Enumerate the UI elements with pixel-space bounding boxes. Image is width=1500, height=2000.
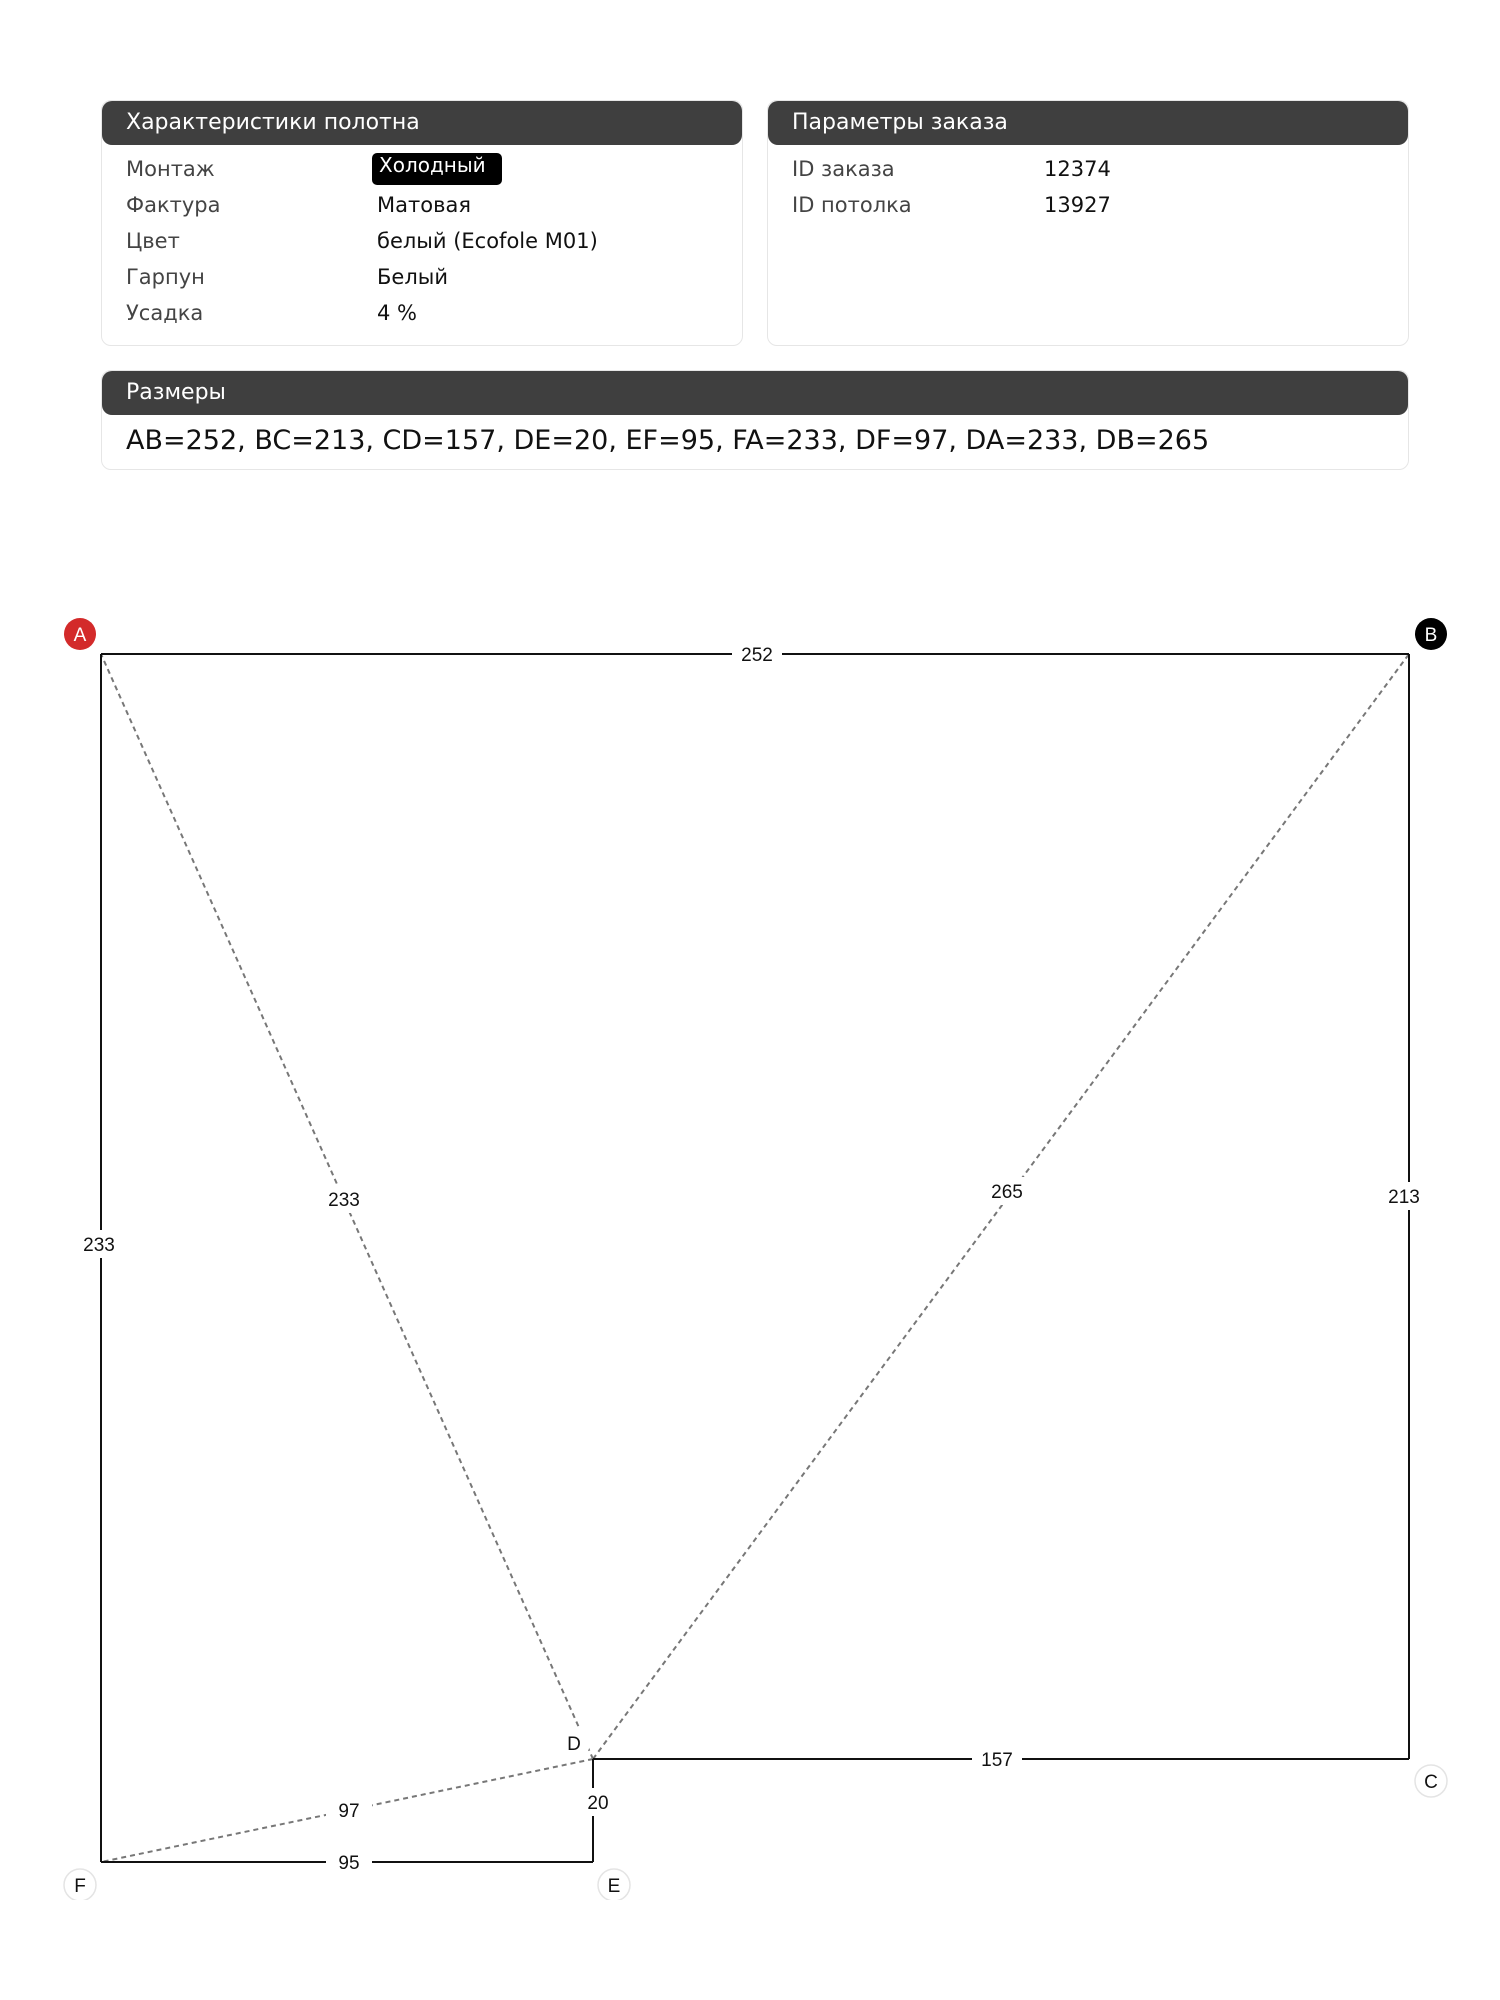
vertex-B (1415, 618, 1447, 650)
svg-text:D: D (567, 1734, 581, 1755)
svg-text:233: 233 (328, 1190, 360, 1211)
label-CD (972, 1745, 1022, 1773)
spec-label-shrinkage: Усадка (126, 301, 204, 325)
vertex-A (64, 618, 96, 650)
label-BC (1384, 1182, 1434, 1210)
diagonal-DB (593, 654, 1409, 1759)
svg-text:157: 157 (981, 1750, 1013, 1771)
svg-text:213: 213 (1388, 1187, 1420, 1208)
label-EF (326, 1848, 372, 1876)
vertex-D (558, 1727, 590, 1759)
svg-text:E: E (607, 1876, 621, 1897)
spec-value-color: белый (Ecofole M01) (377, 229, 598, 253)
label-DA (319, 1185, 369, 1213)
ceiling-drawing (0, 600, 1500, 1900)
label-FA (76, 1230, 122, 1258)
order-params-card (767, 100, 1409, 346)
label-DB (982, 1177, 1032, 1205)
spec-label-harpoon: Гарпун (126, 265, 205, 289)
spec-value-shrinkage: 4 % (377, 301, 417, 325)
svg-text:20: 20 (587, 1793, 609, 1814)
spec-label-color: Цвет (126, 229, 180, 253)
vertex-F (64, 1869, 96, 1900)
order-value-ceiling-id: 13927 (1044, 193, 1111, 217)
svg-text:A: A (73, 625, 87, 646)
dimensions-list: AB=252, BC=213, CD=157, DE=20, EF=95, FA=233, DF=97, DA=233, DB=265 (126, 425, 1210, 456)
svg-text:233: 233 (83, 1235, 115, 1256)
dimensions-card (101, 370, 1409, 470)
svg-text:F: F (74, 1876, 86, 1897)
label-DE (583, 1788, 615, 1816)
order-label-ceiling-id: ID потолка (792, 193, 912, 217)
dimensions-title: Размеры (102, 371, 1408, 415)
mount-badge: Холодный (372, 153, 502, 185)
label-AB (732, 640, 782, 668)
svg-text:B: B (1424, 625, 1438, 646)
fabric-specs-card (101, 100, 743, 346)
label-DF (326, 1796, 372, 1824)
vertex-E (598, 1869, 630, 1900)
spec-value-harpoon: Белый (377, 265, 448, 289)
vertex-C (1415, 1765, 1447, 1797)
svg-text:C: C (1424, 1772, 1438, 1793)
svg-text:265: 265 (991, 1182, 1023, 1203)
order-params-title: Параметры заказа (768, 101, 1408, 145)
spec-label-mount: Монтаж (126, 157, 215, 181)
fabric-specs-title: Характеристики полотна (102, 101, 742, 145)
svg-text:95: 95 (338, 1853, 360, 1874)
order-value-id: 12374 (1044, 157, 1111, 181)
spec-value-texture: Матовая (377, 193, 471, 217)
order-label-id: ID заказа (792, 157, 895, 181)
spec-label-texture: Фактура (126, 193, 221, 217)
svg-text:252: 252 (741, 645, 773, 666)
svg-text:97: 97 (338, 1801, 360, 1822)
